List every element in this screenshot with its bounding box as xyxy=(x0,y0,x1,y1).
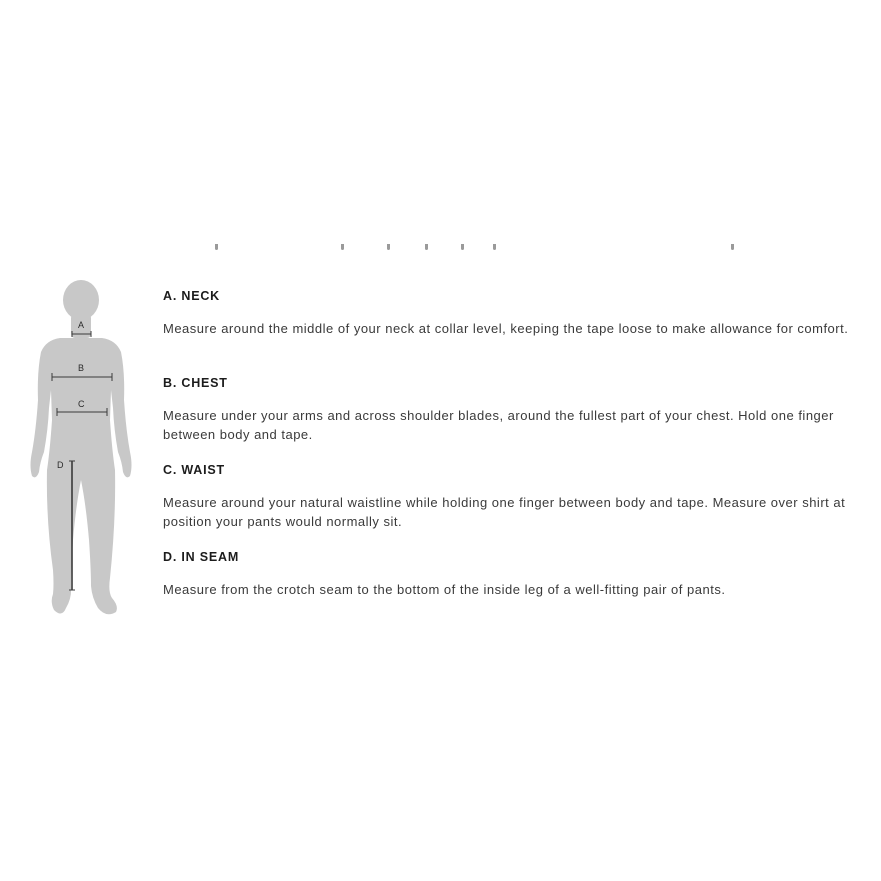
section-text-inseam: Measure from the crotch seam to the bottom of the inside leg of a well-fitting pair of pants. xyxy=(163,582,726,597)
section-title-neck: A. NECK xyxy=(163,289,220,303)
section-neck xyxy=(163,287,863,374)
label-b: B xyxy=(78,363,85,373)
section-text-chest: Measure under your arms and across shoulder blades, around the fullest part of your chest. Hold one finger between body and tape. xyxy=(163,408,834,442)
section-chest xyxy=(163,374,863,461)
section-text-waist: Measure around your natural waistline while holding one finger between body and tape. Measure over shirt at position your pants would normally sit. xyxy=(163,495,846,529)
measurement-guide xyxy=(163,287,863,608)
label-d: D xyxy=(57,460,64,470)
label-c: C xyxy=(78,399,85,409)
label-a: A xyxy=(78,320,85,330)
section-text-neck: Measure around the middle of your neck at collar level, keeping the tape loose to make allowance for comfort. xyxy=(163,321,849,336)
section-waist xyxy=(163,461,863,548)
section-inseam xyxy=(163,548,863,608)
section-title-waist: C. WAIST xyxy=(163,463,225,477)
clipped-text-line xyxy=(163,244,763,254)
section-title-inseam: D. IN SEAM xyxy=(163,550,240,564)
body-measurement-figure xyxy=(26,280,136,625)
section-title-chest: B. CHEST xyxy=(163,376,228,390)
